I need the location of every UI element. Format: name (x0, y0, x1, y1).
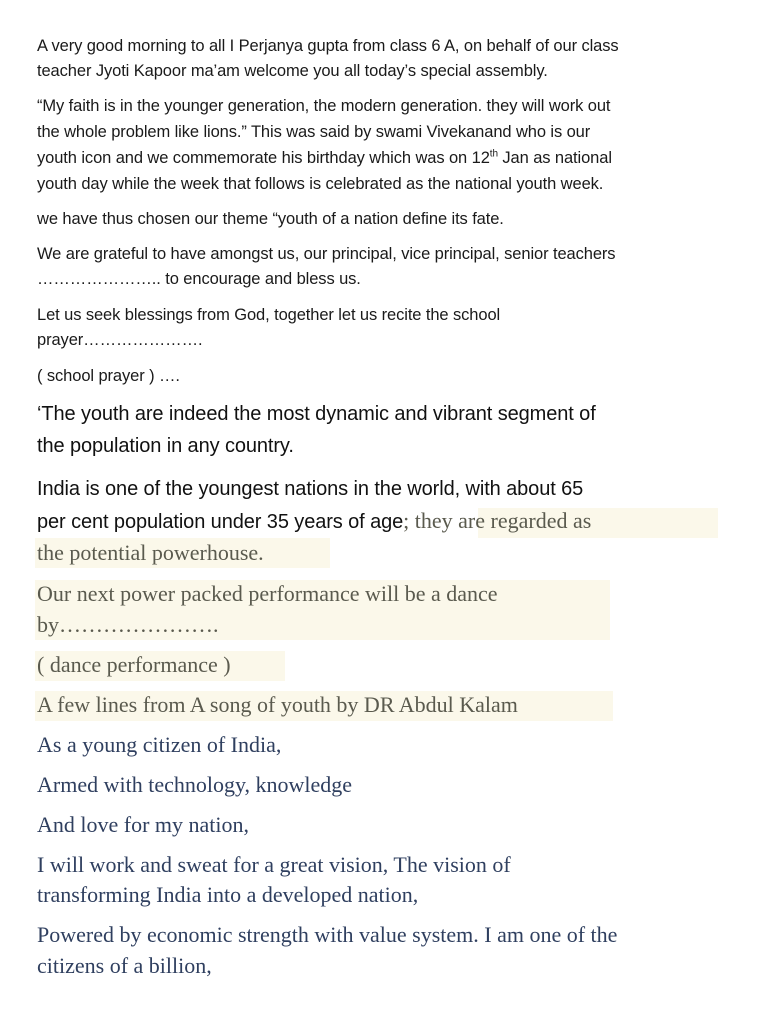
poem-line-2: Armed with technology, knowledge (37, 772, 353, 797)
youth-line-2: the population in any country. (37, 435, 294, 457)
quote-line-4: youth day while the week that follows is celebrated as the national youth week. (37, 175, 604, 193)
poem-line-1: As a young citizen of India, (37, 732, 282, 757)
poem-line-6: Powered by economic strength with value system. I am one of the (37, 922, 618, 947)
quote-line-3 (37, 149, 612, 168)
grateful-line-1: We are grateful to have amongst us, our principal, vice principal, senior teachers (37, 245, 616, 263)
quote-line-2: the whole problem like lions.” This was said by swami Vivekanand who is our (37, 123, 591, 141)
india-line-3: the potential powerhouse. (37, 540, 264, 565)
poem-line-7: citizens of a billion, (37, 953, 212, 978)
dance-performance-line: ( dance performance ) (37, 652, 231, 677)
poem-line-4: I will work and sweat for a great vision, The vision of (37, 852, 511, 877)
prayer-line-1: Let us seek blessings from God, together let us recite the school (37, 306, 501, 324)
india-line-2 (37, 508, 591, 534)
youth-line-1: ‘The youth are indeed the most dynamic and vibrant segment of (37, 403, 596, 425)
quote-line-3-text: youth icon and we commemorate his birthday which was on 12 (37, 149, 490, 167)
quote-line-1: “My faith is in the younger generation, the modern generation. they will work out (37, 97, 611, 115)
dance-line-1: Our next power packed performance will be a dance (37, 581, 498, 606)
intro-line-1: A very good morning to all I Perjanya gupta from class 6 A, on behalf of our class (37, 37, 619, 55)
grateful-line-2: ………………….. to encourage and bless us. (37, 270, 361, 288)
intro-line-2: teacher Jyoti Kapoor ma’am welcome you all today’s special assembly. (37, 62, 548, 80)
poem-line-5: transforming India into a developed nation, (37, 882, 419, 907)
ordinal-suffix: th (489, 148, 498, 160)
prayer-line-2: prayer…………………. (37, 331, 203, 349)
kalam-intro-line: A few lines from A song of youth by DR Abdul Kalam (37, 692, 518, 717)
india-line-2-end: ; they are regarded as (403, 508, 592, 533)
poem-line-3: And love for my nation, (37, 812, 250, 837)
school-prayer-line: ( school prayer ) …. (37, 367, 180, 385)
theme-line: we have thus chosen our theme “youth of a nation define its fate. (37, 210, 504, 228)
dance-line-2: by…………………. (37, 612, 219, 637)
india-line-2-text: per cent population under 35 years of age (37, 511, 404, 533)
india-line-1: India is one of the youngest nations in the world, with about 65 (37, 478, 584, 500)
quote-line-3-end: Jan as national (497, 149, 612, 167)
